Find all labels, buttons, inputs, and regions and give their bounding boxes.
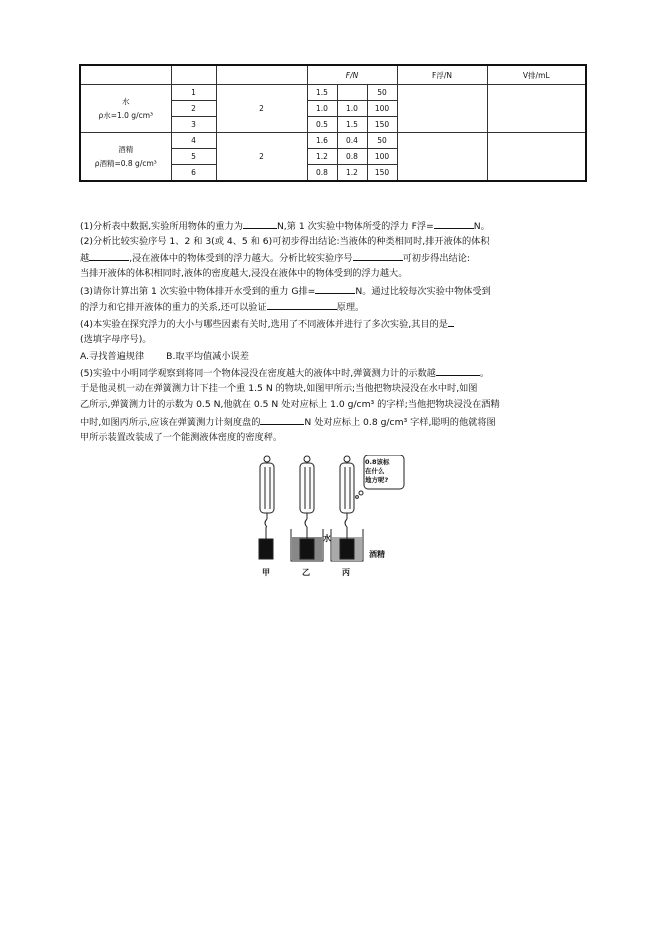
q5-text-c: 中时,如图丙所示,应该在弹簧测力计刻度盘的 bbox=[80, 417, 261, 428]
spring-scale-yi bbox=[291, 456, 323, 561]
question-3-line-2 bbox=[80, 299, 590, 315]
value-cell: 100 bbox=[367, 149, 397, 165]
caption-bing: 丙 bbox=[342, 568, 350, 577]
answer-blank[interactable] bbox=[243, 218, 277, 229]
question-5-line-2: 于是他灵机一动在弹簧测力计下挂一个重 1.5 N 的物块,如图甲所示;当他把物块浸没在水中时,如图 bbox=[80, 383, 478, 394]
liquid-name: 酒精 bbox=[118, 144, 134, 154]
question-2-line-1: (2)分析比较实验序号 1、2 和 3(或 4、5 和 6)可初步得出结论:当液体的种类相同时,排开液体的体积 bbox=[80, 236, 490, 247]
q5-text-a: (5)实验中小明同学观察到将同一个物体浸没在密度越大的液体中时,弹簧测力计的示数越 bbox=[80, 368, 436, 379]
value-cell: 1.5 bbox=[307, 85, 337, 101]
spring-scale-figure bbox=[243, 455, 413, 581]
q3-text-b: N。通过比较每次实验中物体受到 bbox=[355, 286, 491, 297]
value-cell: 0.8 bbox=[307, 165, 337, 182]
question-2-line-2 bbox=[80, 250, 590, 266]
liquid-density: ρ酒精=0.8 g/cm³ bbox=[94, 158, 157, 168]
question-5-line-1 bbox=[80, 365, 590, 381]
value-cell: 0.8 bbox=[337, 149, 367, 165]
question-1 bbox=[80, 218, 590, 234]
empty-cell bbox=[487, 85, 586, 133]
q4-text: (4)本实验在探究浮力的大小与哪些因素有关时,选用了不同液体并进行了多次实验,其目的是 bbox=[80, 319, 448, 330]
bubble-line: 0.8该标 bbox=[365, 458, 390, 466]
seq-cell: 2 bbox=[171, 101, 216, 117]
value-cell: 150 bbox=[367, 165, 397, 182]
q2-text-c: 可初步得出结论: bbox=[402, 253, 471, 264]
answer-blank[interactable] bbox=[434, 218, 474, 229]
bubble-text bbox=[365, 458, 390, 485]
question-4-line-2: (选填字母序号)。 bbox=[80, 334, 152, 345]
question-4-options bbox=[80, 349, 590, 364]
header-f: F/N bbox=[307, 65, 397, 85]
value-cell: 1.5 bbox=[337, 117, 367, 133]
empty-cell bbox=[487, 133, 586, 182]
q5-text-b: 。 bbox=[479, 368, 490, 379]
table-row bbox=[80, 85, 586, 101]
value-cell: 100 bbox=[367, 101, 397, 117]
question-5-line-3: 乙所示,弹簧测力计的示数为 0.5 N,他就在 0.5 N 处对应标上 1.0 g/cm³ 的字样;当他把物块浸没在酒精 bbox=[80, 399, 500, 410]
question-4-line-1 bbox=[80, 316, 590, 332]
q3-text-c: 的浮力和它排开液体的重力的关系,还可以验证 bbox=[80, 302, 267, 313]
spring-scale-bing bbox=[331, 456, 363, 561]
answer-blank[interactable] bbox=[353, 250, 403, 261]
question-5-line-4 bbox=[80, 414, 590, 430]
q3-text-d: 原理。 bbox=[336, 302, 365, 313]
value-cell: 1.0 bbox=[307, 101, 337, 117]
q1-text-b: N,第 1 次实验中物体所受的浮力 F浮= bbox=[276, 221, 434, 232]
value-cell: 1.2 bbox=[337, 165, 367, 182]
q1-text-c: N。 bbox=[473, 221, 490, 232]
liquid-density: ρ水=1.0 g/cm³ bbox=[98, 110, 154, 120]
answer-blank[interactable] bbox=[260, 414, 304, 425]
q2-text-b: ,浸在液体中的物体受到的浮力越大。分析比较实验序号 bbox=[129, 253, 353, 264]
value-cell: 0.5 bbox=[307, 117, 337, 133]
liquid-cell bbox=[80, 85, 171, 133]
value-cell: 1.6 bbox=[307, 133, 337, 149]
bubble-line: 在什么 bbox=[365, 467, 385, 475]
water-label: 水 bbox=[323, 534, 331, 543]
q3-text-a: (3)请你计算出第 1 次实验中物体排开水受到的重力 G排= bbox=[80, 286, 316, 297]
caption-yi: 乙 bbox=[302, 568, 310, 577]
header-cell bbox=[216, 65, 307, 85]
value-cell: 1.0 bbox=[337, 101, 367, 117]
liquid-cell bbox=[80, 133, 171, 182]
seq-cell: 1 bbox=[171, 85, 216, 101]
value-cell bbox=[337, 85, 367, 101]
option-a: A.寻找普遍规律 bbox=[80, 351, 145, 362]
seq-cell: 6 bbox=[171, 165, 216, 182]
header-cell bbox=[80, 65, 171, 85]
header-buoyancy: F浮/N bbox=[397, 65, 487, 85]
question-5-line-5: 甲所示装置改装成了一个能测液体密度的密度秤。 bbox=[80, 432, 283, 443]
option-b: B.取平均值减小误差 bbox=[166, 351, 249, 362]
table-header-row bbox=[80, 65, 586, 85]
empty-cell bbox=[397, 85, 487, 133]
caption-jia: 甲 bbox=[262, 568, 270, 577]
seq-cell: 4 bbox=[171, 133, 216, 149]
q2-text-a: 越 bbox=[80, 253, 90, 264]
answer-blank[interactable] bbox=[436, 365, 480, 376]
liquid-name: 水 bbox=[122, 96, 130, 106]
value-cell: 0.4 bbox=[337, 133, 367, 149]
spring-scale-jia bbox=[259, 456, 274, 559]
alcohol-label: 酒精 bbox=[369, 550, 385, 559]
value-cell: 50 bbox=[367, 133, 397, 149]
object-count-cell: 2 bbox=[216, 85, 307, 133]
answer-blank[interactable] bbox=[315, 283, 355, 294]
value-cell: 50 bbox=[367, 85, 397, 101]
q1-text-a: (1)分析表中数据,实验所用物体的重力为 bbox=[80, 221, 243, 232]
header-cell bbox=[171, 65, 216, 85]
answer-blank[interactable] bbox=[448, 316, 454, 327]
answer-blank[interactable] bbox=[267, 299, 337, 310]
value-cell: 1.2 bbox=[307, 149, 337, 165]
value-cell: 150 bbox=[367, 117, 397, 133]
answer-blank[interactable] bbox=[89, 250, 129, 261]
experiment-data-table bbox=[79, 64, 587, 182]
table-row bbox=[80, 133, 586, 149]
bubble-line: 地方呢? bbox=[365, 476, 389, 484]
empty-cell bbox=[397, 133, 487, 182]
q5-text-d: N 处对应标上 0.8 g/cm³ 字样,聪明的他就将图 bbox=[304, 417, 496, 428]
seq-cell: 3 bbox=[171, 117, 216, 133]
question-2-line-3: 当排开液体的体积相同时,液体的密度越大,浸没在液体中的物体受到的浮力越大。 bbox=[80, 268, 408, 279]
header-displaced-volume: V排/mL bbox=[487, 65, 586, 85]
object-count-cell: 2 bbox=[216, 133, 307, 182]
seq-cell: 5 bbox=[171, 149, 216, 165]
question-3-line-1 bbox=[80, 283, 590, 299]
